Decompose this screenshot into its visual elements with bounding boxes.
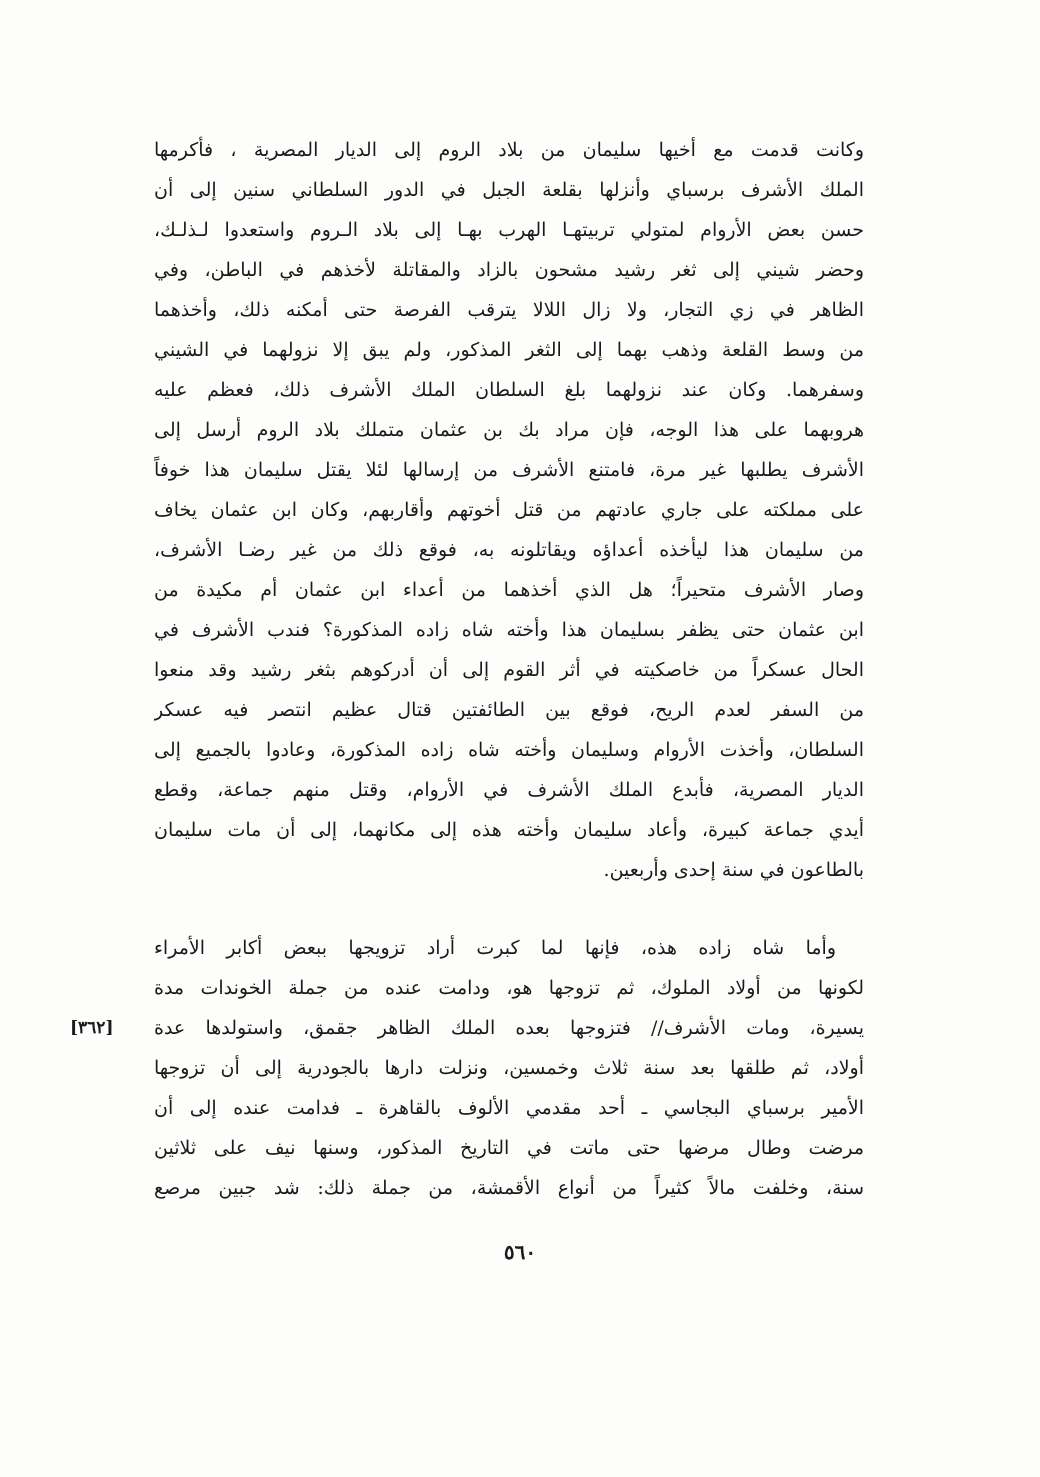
paragraph-line: ابن عثمان حتى يظفر بسليمان هذا وأخته شاه زاده المذكورة؟ فندب الأشرف في — [154, 619, 864, 641]
page-number: ٥٦٠ — [503, 1240, 537, 1264]
paragraph-2 — [70, 928, 864, 1208]
paragraph-line: وحضر شيني إلى ثغر رشيد مشحون بالزاد والمقاتلة لأخذهم في الباطن، وفي — [154, 259, 864, 281]
paragraph-line: مرضت وطال مرضها حتى ماتت في التاريخ المذكور، وسنها نيف على ثلاثين — [154, 1137, 864, 1159]
paragraph-line: بالطاعون في سنة إحدى وأربعين. — [603, 859, 864, 881]
paragraph-line: الأشرف يطلبها غير مرة، فامتنع الأشرف من إرسالها لئلا يقتل سليمان هذا خوفاً — [154, 459, 864, 481]
paragraph-1 — [154, 130, 864, 890]
paragraph-line: أيدي جماعة كبيرة، وأعاد سليمان وأخته هذه إلى مكانهما، إلى أن مات سليمان — [154, 819, 864, 841]
paragraph-line: الظاهر في زي التجار، ولا زال اللالا يترقب الفرصة حتى أمكنه ذلك، وأخذهما — [154, 299, 864, 321]
paragraph-line: الحال عسكراً من خاصكيته في أثر القوم إلى أن أدركوهم بثغر رشيد وقد منعوا — [154, 659, 864, 681]
paragraph-line: هروبهما على هذا الوجه، فإن مراد بك بن عثمان متملك بلاد الروم أرسل إلى — [154, 419, 864, 441]
paragraph-line: لكونها من أولاد الملوك، ثم تزوجها هو، ودامت عنده من جملة الخوندات مدة — [154, 977, 864, 999]
paragraph-line: الملك الأشرف برسباي وأنزلها بقلعة الجبل في الدور السلطاني سنين إلى أن — [154, 179, 864, 201]
paragraph-line: السلطان، وأخذت الأروام وسليمان وأخته شاه زاده المذكورة، وعادوا بالجميع إلى — [154, 739, 864, 761]
manuscript-folio-marker: [٣٦٢] — [70, 1018, 114, 1038]
paragraph-line: سنة، وخلفت مالاً كثيراً من أنواع الأقمشة، من جملة ذلك: شد جبين مرصع — [154, 1177, 864, 1199]
paragraph-line: من السفر لعدم الريح، فوقع بين الطائفتين قتال عظيم انتصر فيه عسكر — [154, 699, 864, 721]
paragraph-line: أولاد، ثم طلقها بعد سنة ثلاث وخمسين، ونزلت دارها بالجودرية إلى أن تزوجها — [154, 1057, 864, 1079]
paragraph-line: وصار الأشرف متحيراً؛ هل الذي أخذهما من أعداء ابن عثمان أم مكيدة من — [154, 579, 864, 601]
paragraph-line-with-marker — [70, 1008, 864, 1048]
paragraph-line: وأما شاه زاده هذه، فإنها لما كبرت أراد تزويجها ببعض أكابر الأمراء — [154, 937, 836, 959]
paragraph-line: من سليمان هذا ليأخذه أعداؤه ويقاتلونه به، فوقع ذلك من غير رضـا الأشرف، — [154, 539, 864, 561]
paragraph-line: حسن بعض الأروام لمتولي تربيتهـا الهرب بهـا إلى بلاد الـروم واستعدوا لـذلـك، — [154, 219, 864, 241]
paragraph-line: يسيرة، ومات الأشرف// فتزوجها بعده الملك الظاهر جقمق، واستولدها عدة — [154, 1017, 864, 1039]
paragraph-line: الديار المصرية، فأبدع الملك الأشرف في الأروام، وقتل منهم جماعة، وقطع — [154, 779, 864, 801]
paragraph-line: على مملكته على جاري عادتهم من قتل أخوتهم وأقاربهم، وكان ابن عثمان يخاف — [154, 499, 864, 521]
paragraph-line: وسفرهما. وكان عند نزولهما بلغ السلطان الملك الأشرف ذلك، فعظم عليه — [154, 379, 864, 401]
paragraph-line: وكانت قدمت مع أخيها سليمان من بلاد الروم إلى الديار المصرية ، فأكرمها — [154, 139, 864, 161]
paragraph-line: الأمير برسباي البجاسي ـ أحد مقدمي الألوف بالقاهرة ـ فدامت عنده إلى أن — [154, 1097, 864, 1119]
paragraph-line: من وسط القلعة وذهب بهما إلى الثغر المذكور، ولم يبق إلا نزولهما في الشيني — [154, 339, 864, 361]
